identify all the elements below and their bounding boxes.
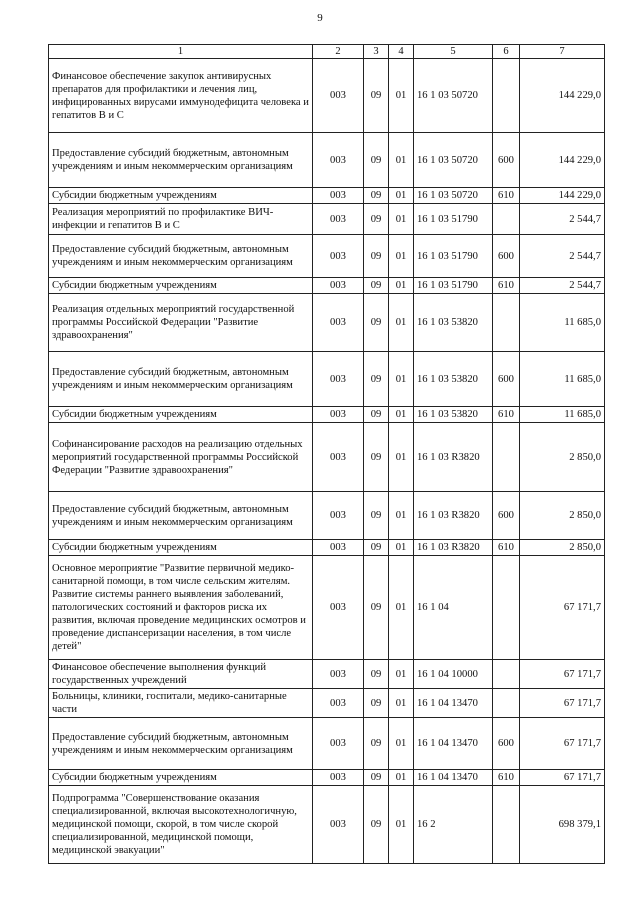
row-section-code: 09 [364,133,389,188]
row-department-code: 003 [313,492,364,540]
row-description: Подпрограмма "Совершенствование оказания специализированной, включая высокотехнологичную, медицинской помощи, скорой, в том числе скорой специализированной, медицинской помощи, медицинской эвакуации" [49,786,313,864]
row-target-article: 16 1 03 50720 [414,188,493,204]
row-section-code: 09 [364,423,389,492]
row-expense-type [493,556,520,660]
row-section-code: 09 [364,204,389,235]
row-section-code: 09 [364,235,389,278]
row-department-code: 003 [313,556,364,660]
row-amount: 2 544,7 [520,204,605,235]
row-target-article: 16 1 03 R3820 [414,540,493,556]
table-row [49,492,605,540]
row-section-code: 09 [364,188,389,204]
row-section-code: 09 [364,407,389,423]
row-target-article: 16 1 03 50720 [414,59,493,133]
row-amount: 2 544,7 [520,278,605,294]
row-subsection-code: 01 [389,352,414,407]
row-expense-type [493,204,520,235]
row-section-code: 09 [364,59,389,133]
row-description: Субсидии бюджетным учреждениям [49,540,313,556]
row-description: Субсидии бюджетным учреждениям [49,770,313,786]
row-description: Софинансирование расходов на реализацию отдельных мероприятий государственной программы Российской Федерации "Развитие здравоохранения" [49,423,313,492]
row-expense-type [493,59,520,133]
row-expense-type [493,294,520,352]
header-col-7: 7 [520,45,605,59]
row-department-code: 003 [313,786,364,864]
row-department-code: 003 [313,423,364,492]
row-section-code: 09 [364,660,389,689]
row-subsection-code: 01 [389,235,414,278]
row-expense-type: 610 [493,770,520,786]
table-row [49,770,605,786]
row-section-code: 09 [364,556,389,660]
row-department-code: 003 [313,278,364,294]
row-expense-type [493,423,520,492]
row-subsection-code: 01 [389,278,414,294]
header-col-2: 2 [313,45,364,59]
table-row [49,188,605,204]
row-amount: 2 850,0 [520,492,605,540]
row-target-article: 16 1 03 51790 [414,204,493,235]
row-expense-type: 610 [493,188,520,204]
row-subsection-code: 01 [389,689,414,718]
header-col-6: 6 [493,45,520,59]
row-section-code: 09 [364,492,389,540]
row-expense-type [493,660,520,689]
row-target-article: 16 1 03 51790 [414,278,493,294]
row-target-article: 16 1 03 51790 [414,235,493,278]
row-subsection-code: 01 [389,423,414,492]
row-section-code: 09 [364,278,389,294]
row-target-article: 16 1 04 10000 [414,660,493,689]
table-row [49,407,605,423]
row-department-code: 003 [313,294,364,352]
table-row [49,59,605,133]
row-expense-type: 610 [493,278,520,294]
row-subsection-code: 01 [389,660,414,689]
row-target-article: 16 1 03 50720 [414,133,493,188]
row-description: Субсидии бюджетным учреждениям [49,188,313,204]
row-amount: 11 685,0 [520,407,605,423]
row-target-article: 16 1 03 53820 [414,294,493,352]
table-row [49,540,605,556]
row-section-code: 09 [364,540,389,556]
row-department-code: 003 [313,188,364,204]
row-target-article: 16 1 03 R3820 [414,492,493,540]
row-expense-type: 610 [493,540,520,556]
row-amount: 67 171,7 [520,660,605,689]
row-amount: 11 685,0 [520,294,605,352]
table-row [49,423,605,492]
row-expense-type: 600 [493,235,520,278]
row-amount: 67 171,7 [520,718,605,770]
header-col-1: 1 [49,45,313,59]
row-description: Больницы, клиники, госпитали, медико-санитарные части [49,689,313,718]
table-row [49,278,605,294]
row-target-article: 16 1 03 53820 [414,352,493,407]
row-section-code: 09 [364,294,389,352]
row-target-article: 16 1 04 13470 [414,689,493,718]
row-amount: 698 379,1 [520,786,605,864]
row-subsection-code: 01 [389,492,414,540]
row-department-code: 003 [313,352,364,407]
row-expense-type [493,689,520,718]
header-col-3: 3 [364,45,389,59]
row-department-code: 003 [313,59,364,133]
row-amount: 67 171,7 [520,556,605,660]
row-expense-type: 610 [493,407,520,423]
table-row [49,718,605,770]
row-subsection-code: 01 [389,59,414,133]
row-expense-type: 600 [493,133,520,188]
row-amount: 2 850,0 [520,540,605,556]
row-amount: 11 685,0 [520,352,605,407]
row-description: Предоставление субсидий бюджетным, автономным учреждениям и иным некоммерческим организациям [49,235,313,278]
row-department-code: 003 [313,540,364,556]
row-description: Предоставление субсидий бюджетным, автономным учреждениям и иным некоммерческим организациям [49,133,313,188]
table-row [49,660,605,689]
table-row [49,556,605,660]
table-row [49,294,605,352]
row-target-article: 16 2 [414,786,493,864]
header-col-5: 5 [414,45,493,59]
row-department-code: 003 [313,407,364,423]
row-description: Финансовое обеспечение выполнения функций государственных учреждений [49,660,313,689]
row-amount: 144 229,0 [520,59,605,133]
header-col-4: 4 [389,45,414,59]
row-description: Субсидии бюджетным учреждениям [49,407,313,423]
row-subsection-code: 01 [389,407,414,423]
row-amount: 67 171,7 [520,689,605,718]
row-section-code: 09 [364,786,389,864]
row-target-article: 16 1 03 R3820 [414,423,493,492]
row-description: Финансовое обеспечение закупок антивирусных препаратов для профилактики и лечения лиц, инфицированных вирусами иммунодефицита человека и гепатитов В и С [49,59,313,133]
row-amount: 144 229,0 [520,133,605,188]
table-row [49,133,605,188]
row-expense-type: 600 [493,492,520,540]
row-section-code: 09 [364,718,389,770]
row-department-code: 003 [313,660,364,689]
row-target-article: 16 1 03 53820 [414,407,493,423]
row-subsection-code: 01 [389,556,414,660]
row-description: Предоставление субсидий бюджетным, автономным учреждениям и иным некоммерческим организациям [49,492,313,540]
row-department-code: 003 [313,689,364,718]
row-amount: 2 850,0 [520,423,605,492]
row-subsection-code: 01 [389,188,414,204]
row-department-code: 003 [313,133,364,188]
row-expense-type [493,786,520,864]
row-subsection-code: 01 [389,204,414,235]
table-row [49,204,605,235]
row-department-code: 003 [313,204,364,235]
row-subsection-code: 01 [389,718,414,770]
row-description: Предоставление субсидий бюджетным, автономным учреждениям и иным некоммерческим организациям [49,718,313,770]
row-subsection-code: 01 [389,770,414,786]
row-expense-type: 600 [493,718,520,770]
row-subsection-code: 01 [389,540,414,556]
row-subsection-code: 01 [389,133,414,188]
table-row [49,689,605,718]
row-department-code: 003 [313,718,364,770]
row-section-code: 09 [364,352,389,407]
table-row [49,352,605,407]
row-expense-type: 600 [493,352,520,407]
row-target-article: 16 1 04 [414,556,493,660]
row-target-article: 16 1 04 13470 [414,770,493,786]
row-subsection-code: 01 [389,786,414,864]
row-department-code: 003 [313,235,364,278]
row-target-article: 16 1 04 13470 [414,718,493,770]
row-department-code: 003 [313,770,364,786]
row-description: Предоставление субсидий бюджетным, автономным учреждениям и иным некоммерческим организациям [49,352,313,407]
row-description: Субсидии бюджетным учреждениям [49,278,313,294]
row-description: Реализация отдельных мероприятий государственной программы Российской Федерации "Развитие здравоохранения" [49,294,313,352]
row-description: Реализация мероприятий по профилактике ВИЧ-инфекции и гепатитов В и С [49,204,313,235]
row-section-code: 09 [364,770,389,786]
page-number: 9 [317,12,323,24]
row-subsection-code: 01 [389,294,414,352]
row-description: Основное мероприятие "Развитие первичной медико-санитарной помощи, в том числе сельским жителям. Развитие системы раннего выявления заболеваний, патологических состояний и факторов риска их развития, включая проведение медицинских осмотров и проведение диспансеризации населения, в том числе детей" [49,556,313,660]
row-amount: 144 229,0 [520,188,605,204]
table-row [49,786,605,864]
row-amount: 2 544,7 [520,235,605,278]
budget-table [48,44,605,864]
row-amount: 67 171,7 [520,770,605,786]
table-header-row [49,45,605,59]
row-section-code: 09 [364,689,389,718]
table-row [49,235,605,278]
